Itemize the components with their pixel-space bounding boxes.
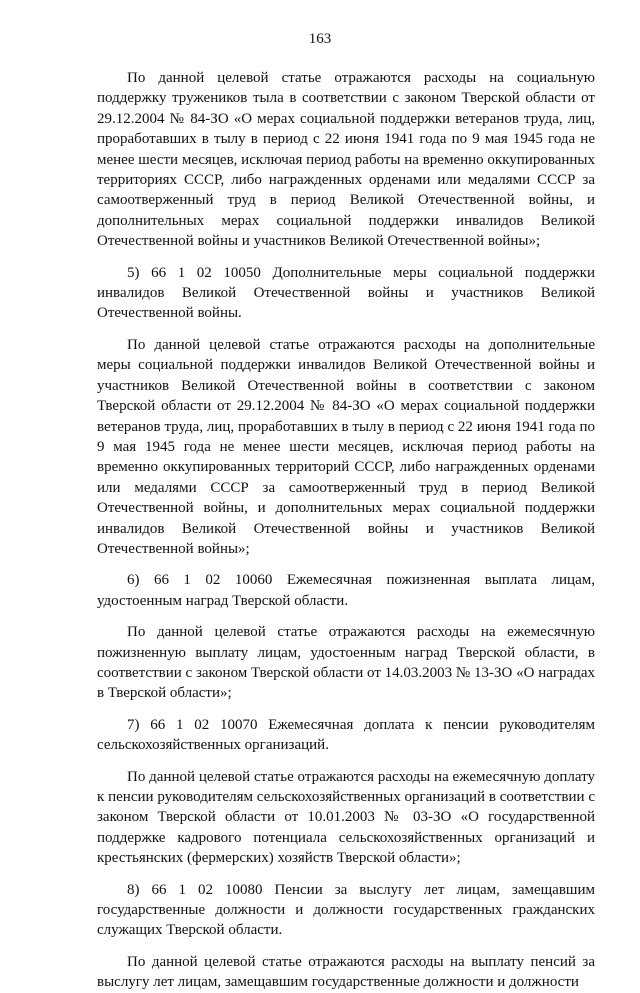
paragraph-item-5-description: По данной целевой статье отражаются расходы на дополнительные меры социальной поддержки инвалидов Великой Отечественной войны и участников Великой Отечественной войны в соответствии с законом Тверской области от 29.12.2004 № 84-ЗО «О мерах социальной поддержки ветеранов труда, лиц, проработавших в тылу в период с 22 июня 1941 года по 9 мая 1945 года не менее шести месяцев, исключая период работы на временно оккупированных территорий СССР, либо награжденных орденами или медалями СССР за самоотверженный труд в период Великой Отечественной войны, и дополнительных мерах социальной поддержки инвалидов Великой Отечественной войны и участников Великой Отечественной войны»; [97, 336, 595, 557]
paragraph-item-7-heading: 7) 66 1 02 10070 Ежемесячная доплата к пенсии руководителям сельскохозяйственных организаций. [97, 716, 595, 754]
paragraph-item-7-description: По данной целевой статье отражаются расходы на ежемесячную доплату к пенсии руководителям сельскохозяйственных организаций в соответствии с законом Тверской области от 10.01.2003 № 03-ЗО «О государственной поддержке кадрового потенциала сельскохозяйственных организаций и крестьянских (фермерских) хозяйств Тверской области»; [97, 768, 595, 867]
document-body [97, 68, 595, 993]
paragraph-item-8-description: По данной целевой статье отражаются расходы на выплату пенсий за выслугу лет лицам, замещавшим государственные должности и должности [97, 953, 595, 991]
paragraph-item-5-heading: 5) 66 1 02 10050 Дополнительные меры социальной поддержки инвалидов Великой Отечественной войны и участников Великой Отечественной войны. [97, 264, 595, 322]
paragraph-item-6-heading: 6) 66 1 02 10060 Ежемесячная пожизненная выплата лицам, удостоенным наград Тверской области. [97, 572, 595, 609]
paragraph-item-8-heading: 8) 66 1 02 10080 Пенсии за выслугу лет лицам, замещавшим государственные должности и должности государственных гражданских служащих Тверской области. [97, 881, 595, 939]
page-number: 163 [308, 31, 332, 47]
paragraph-item-6-description: По данной целевой статье отражаются расходы на ежемесячную пожизненную выплату лицам, удостоенным наград Тверской области, в соответствии с законом Тверской области от 14.03.2003 № 13-ЗО «О наградах в Тверской области»; [97, 624, 595, 702]
paragraph-labor-veterans-support: По данной целевой статье отражаются расходы на социальную поддержку тружеников тыла в соответствии с законом Тверской области от 29.12.2004 № 84-ЗО «О мерах социальной поддержки ветеранов труда, лиц, проработавших в тылу в период с 22 июня 1941 года по 9 мая 1945 года не менее шести месяцев, исключая период работы на временно оккупированных территориях СССР, либо награжденных орденами или медалями СССР за самоотверженный труд в период Великой Отечественной войны, и дополнительных мерах социальной поддержки инвалидов Великой Отечественной войны и участников Великой Отечественной войны»; [97, 70, 595, 250]
